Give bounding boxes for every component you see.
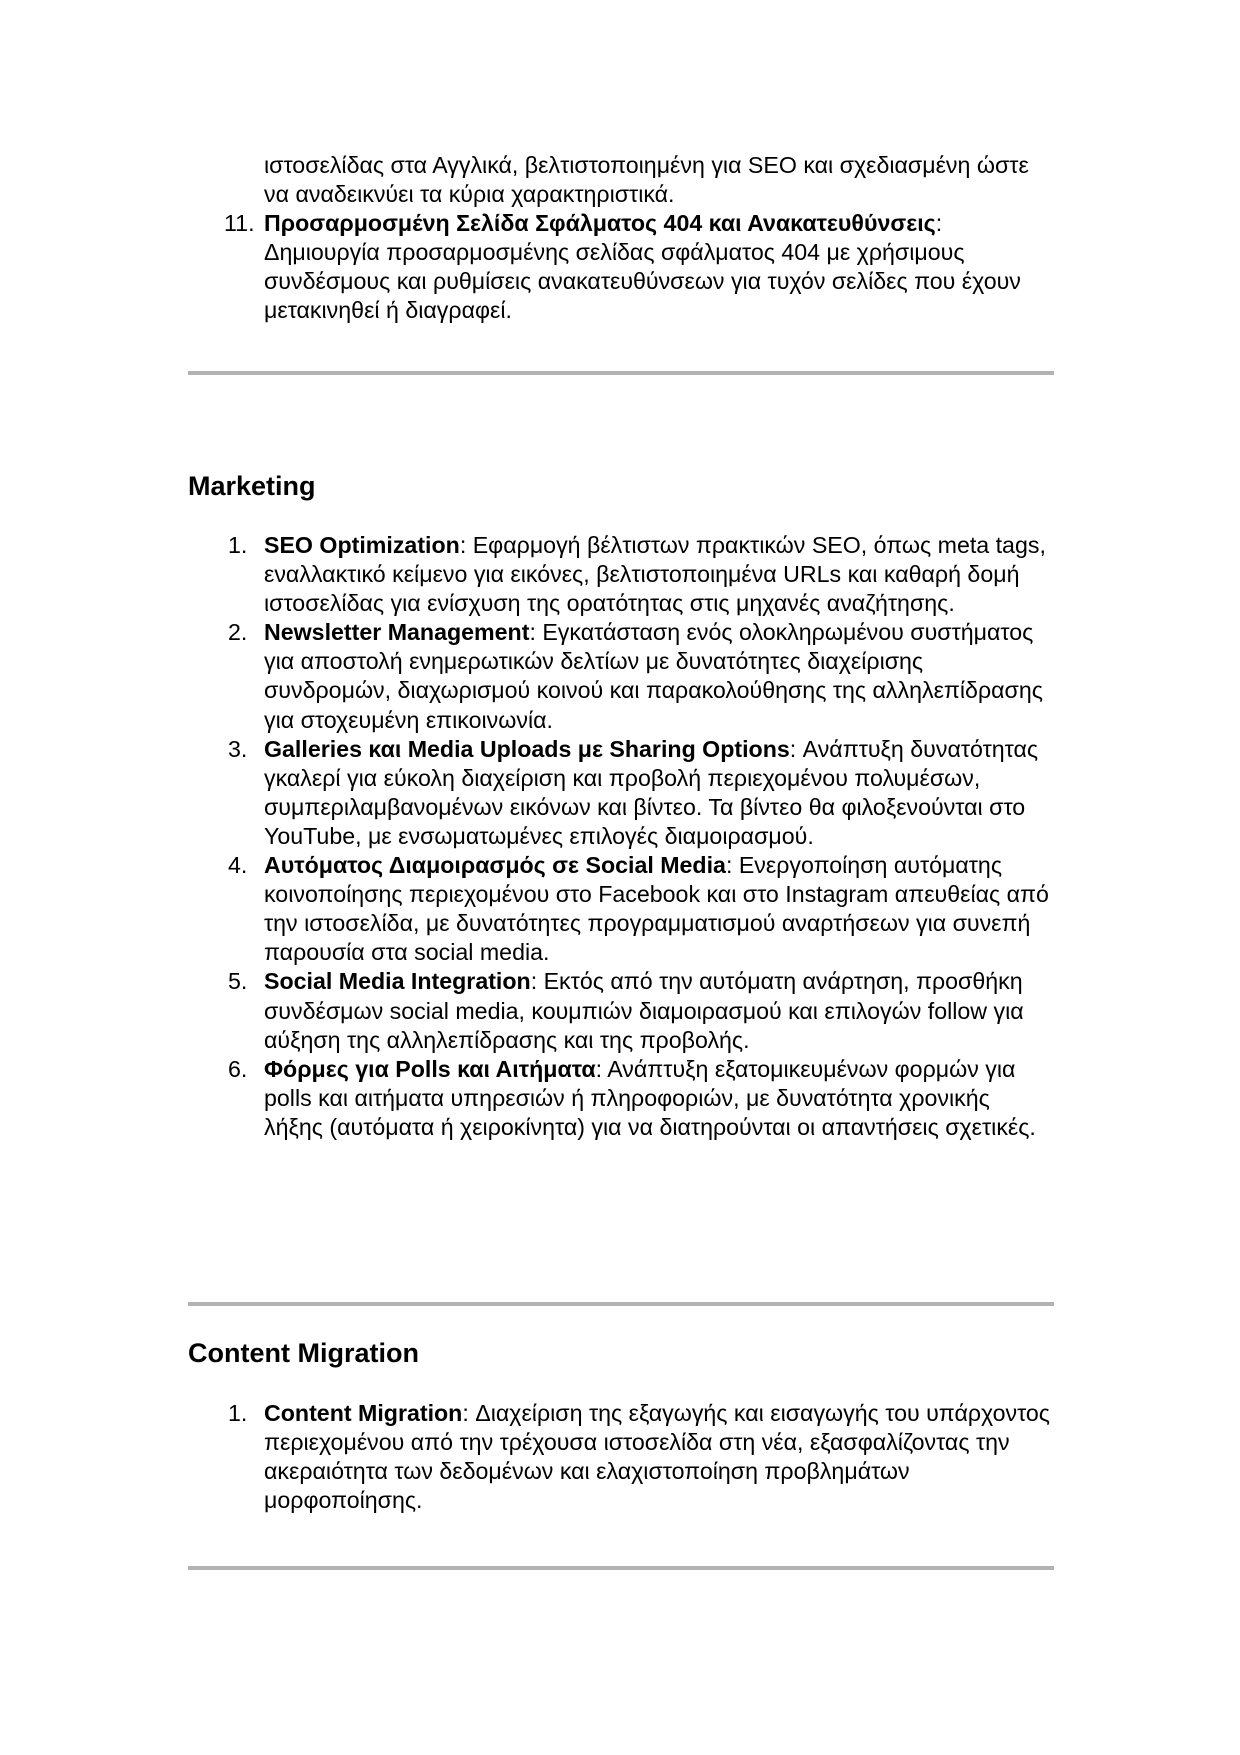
item-term: Φόρμες για Polls και Αιτήματα <box>264 1055 596 1082</box>
horizontal-divider <box>188 1566 1054 1570</box>
section-heading-content-migration: Content Migration <box>188 1338 419 1368</box>
horizontal-divider <box>188 371 1054 375</box>
item-term: Galleries και Media Uploads με Sharing Options <box>264 735 790 762</box>
item-description: Δημιουργία προσαρμοσμένης σελίδας σφάλματος 404 με χρήσιμους συνδέσμους και ρυθμίσεις ανακατευθύνσεων για τυχόν σελίδες που έχουν μετακινηθεί ή διαγραφεί. <box>264 239 1021 324</box>
list-item-11: 11. Προσαρμοσμένη Σελίδα Σφάλματος 404 και Ανακατευθύνσεις: Δημιουργία προσαρμοσμένης σελίδας σφάλματος 404 με χρήσιμους συνδέσμους και ρυθμίσεις ανακατευθύνσεων για τυχόν σελίδες που έχουν μετακινηθεί ή διαγραφεί. <box>224 210 1021 324</box>
list-item: 4. Αυτόματος Διαμοιρασμός σε Social Media: Ενεργοποίηση αυτόματης κοινοποίησης περιεχομένου στο Facebook και στο Instagram απευθείας από την ιστοσελίδα, με δυνατότητες προγραμματισμού αναρτήσεων για συνεπή παρουσία στα social media. <box>228 852 1049 966</box>
list-item: 1. Content Migration: Διαχείριση της εξαγωγής και εισαγωγής του υπάρχοντος περιεχομένου από την τρέχουσα ιστοσελίδα στη νέα, εξασφαλίζοντας την ακεραιότητα των δεδομένων και ελαχιστοποίηση προβλημάτων μορφοποίησης. <box>228 1400 1050 1514</box>
list-number: 11. <box>224 210 255 237</box>
item-term: Social Media Integration <box>264 968 531 995</box>
list-number: 6. <box>228 1055 248 1082</box>
list-number: 3. <box>228 735 248 762</box>
item-description: Ανάπτυξη δυνατότητας γκαλερί για εύκολη διαχείριση και προβολή περιεχομένου πολυμέσων, συμπεριλαμβανομένων εικόνων και βίντεο. Τα βίντεο θα φιλοξενούνται στο YouTube, με ενσωματωμένες επιλογές διαμοιρασμού. <box>264 735 1039 849</box>
list-number: 1. <box>228 532 248 558</box>
item-description: Ανάπτυξη εξατομικευμένων φορμών για polls και αιτήματα υπηρεσιών ή πληροφοριών, με δυνατότητα χρονικής λήξης (αυτόματα ή χειροκίνητα) για να διατηρούνται οι απαντήσεις σχετικές. <box>264 1055 1036 1140</box>
item-term: SEO Optimization <box>264 532 460 558</box>
list-item: 6. Φόρμες για Polls και Αιτήματα: Ανάπτυξη εξατομικευμένων φορμών για polls και αιτήματα υπηρεσιών ή πληροφοριών, με δυνατότητα χρονικής λήξης (αυτόματα ή χειροκίνητα) για να διατηρούνται οι απαντήσεις σχετικές. <box>228 1055 1036 1140</box>
list-item: 2. Newsletter Management: Εγκατάσταση ενός ολοκληρωμένου συστήματος για αποστολή ενημερωτικών δελτίων με δυνατότητες διαχείρισης συνδρομών, διαχωρισμού κοινού και παρακολούθησης της αλληλεπίδρασης για στοχευμένη επικοινωνία. <box>228 619 1043 733</box>
item-description: Εφαρμογή βέλτιστων πρακτικών SEO, όπως meta tags, εναλλακτικό κείμενο για εικόνες, βελτιστοποιημένα URLs και καθαρή δομή ιστοσελίδας για ενίσχυση της ορατότητας στις μηχανές αναζήτησης. <box>264 532 1046 617</box>
horizontal-divider <box>188 1302 1054 1306</box>
item-term: Προσαρμοσμένη Σελίδα Σφάλματος 404 και Ανακατευθύνσεις <box>264 210 936 237</box>
item-term: Newsletter Management <box>264 619 530 646</box>
list-number: 4. <box>228 852 248 879</box>
list-number: 1. <box>228 1400 248 1426</box>
content-migration-list <box>0 1399 1054 1515</box>
item-description: Εκτός από την αυτόματη ανάρτηση, προσθήκη συνδέσμων social media, κουμπιών διαμοιρασμού και επιλογών follow για αύξηση της αλληλεπίδρασης και της προβολής. <box>264 968 1024 1053</box>
list-item: 3. Galleries και Media Uploads με Sharing Options: Ανάπτυξη δυνατότητας γκαλερί για εύκολη διαχείριση και προβολή περιεχομένου πολυμέσων, συμπεριλαμβανομένων εικόνων και βίντεο. Τα βίντεο θα φιλοξενούνται στο YouTube, με ενσωματωμένες επιλογές διαμοιρασμού. <box>228 735 1039 849</box>
continuation-text: ιστοσελίδας στα Αγγλικά, βελτιστοποιημένη για SEO και σχεδιασμένη ώστε να αναδεικνύει τα κύρια χαρακτηριστικά. <box>264 152 1029 208</box>
item-description: Ενεργοποίηση αυτόματης κοινοποίησης περιεχομένου στο Facebook και στο Instagram απευθείας από την ιστοσελίδα, με δυνατότητες προγραμματισμού αναρτήσεων για συνεπή παρουσία στα social media. <box>264 852 1049 966</box>
list-number: 2. <box>228 619 248 646</box>
list-item-continuation <box>0 151 1054 209</box>
item-term: Αυτόματος Διαμοιρασμός σε Social Media <box>264 852 726 879</box>
item-description: Διαχείριση της εξαγωγής και εισαγωγής του υπάρχοντος περιεχομένου από την τρέχουσα ιστοσελίδα στη νέα, εξασφαλίζοντας την ακεραιότητα των δεδομένων και ελαχιστοποίηση προβλημάτων μορφοποίησης. <box>264 1400 1050 1514</box>
intro-list <box>0 151 1054 326</box>
marketing-list <box>0 531 1054 1142</box>
section-heading-marketing: Marketing <box>188 471 316 501</box>
item-term: Content Migration <box>264 1400 463 1426</box>
list-item: 5. Social Media Integration: Εκτός από την αυτόματη ανάρτηση, προσθήκη συνδέσμων social media, κουμπιών διαμοιρασμού και επιλογών follow για αύξηση της αλληλεπίδρασης και της προβολής. <box>228 968 1024 1053</box>
item-description: Εγκατάσταση ενός ολοκληρωμένου συστήματος για αποστολή ενημερωτικών δελτίων με δυνατότητες διαχείρισης συνδρομών, διαχωρισμού κοινού και παρακολούθησης της αλληλεπίδρασης για στοχευμένη επικοινωνία. <box>264 619 1043 733</box>
list-item: 1. SEO Optimization: Εφαρμογή βέλτιστων πρακτικών SEO, όπως meta tags, εναλλακτικό κείμενο για εικόνες, βελτιστοποιημένα URLs και καθαρή δομή ιστοσελίδας για ενίσχυση της ορατότητας στις μηχανές αναζήτησης. <box>228 532 1046 617</box>
list-number: 5. <box>228 968 248 995</box>
